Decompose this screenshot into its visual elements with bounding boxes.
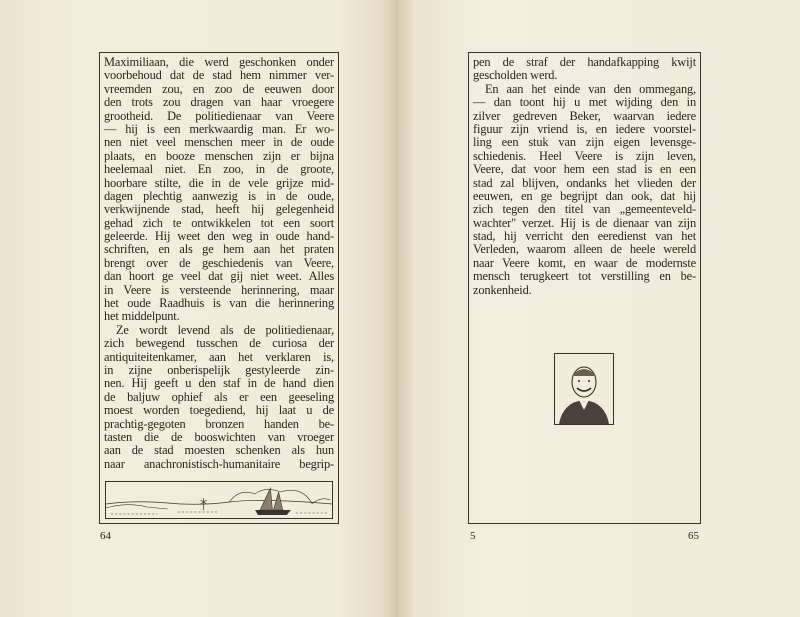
signature-mark: 5 (470, 530, 476, 542)
text-line: nen niet veel menschen meer in de oude (104, 135, 334, 150)
portrait-illustration (554, 353, 614, 425)
text-line: in Veere is versteende herinnering, maar (104, 282, 334, 297)
left-text-frame (99, 52, 339, 524)
text-line: het oude Raadhuis is van die herinnering (104, 296, 334, 311)
right-page (398, 0, 800, 617)
text-line: mensch terugkeert tot verstilling en be- (473, 269, 696, 284)
left-page (0, 0, 398, 617)
page-number-left: 64 (100, 530, 111, 542)
text-line: En aan het einde van den ommegang, (485, 81, 696, 96)
text-line: zonkenheid. (473, 282, 532, 297)
right-text-frame (468, 52, 701, 524)
text-line: eeuwen, en ge begrijpt dan ook, dat hij (473, 188, 696, 203)
text-line: nen. Hij geeft u den staf in de hand dien (104, 376, 334, 391)
text-line: gescholden werd. (473, 68, 558, 83)
text-line: dan hoort ge veel dat gij niet weet. Alles (104, 269, 334, 284)
text-line: hoorbare stilte, die in de vele grijze mid- (104, 175, 334, 190)
text-line: den trots zou dragen van haar vroegere (104, 95, 334, 110)
text-line: ling een stuk van zijn eigen levensge- (473, 135, 696, 150)
text-line: Veere, dat voor hem een stad is en een (473, 162, 696, 177)
text-line: aan de stad moesten schenken als hun (104, 443, 334, 458)
text-line: vreemden zou, en zoo de eeuwen door (104, 81, 334, 96)
text-line: de baljuw ophief als er een geeseling (104, 389, 334, 404)
text-line: geleerde. Hij weet den weg in oude hand- (104, 229, 334, 244)
text-line: gehad zich te ontwikkelen tot een soort (104, 215, 334, 230)
text-line: naar anachronistisch-humanitaire begrip- (104, 456, 334, 471)
text-line: Ze wordt levend als de politiedienaar, (116, 322, 334, 337)
right-text-body (473, 56, 696, 297)
text-line: schriften, en als ge hem aan het praten (104, 242, 334, 257)
text-line: heelemaal niet. En zoo, in de groote, (104, 162, 334, 177)
text-line: zich bewegend tusschen de curiosa der (104, 336, 334, 351)
text-line: grootheid. De politiedienaar van Veere (104, 108, 334, 123)
text-line: wachter" verzet. Hij is de dienaar van zijn (473, 215, 696, 230)
harbor-landscape-illustration (105, 481, 333, 519)
text-line: plaats, en booze menschen zijn er bijna (104, 148, 334, 163)
text-line: zich tegen den titel van „gemeenteveld- (473, 202, 696, 217)
text-line: voorbehoud dat de stad hem nimmer ver- (104, 68, 334, 83)
text-line: brengt over de geschiedenis van Veere, (104, 255, 334, 270)
text-line: pen de straf der handafkapping kwijt (473, 55, 696, 69)
text-line: zilver gedreven Beker, waarvan iedere (473, 108, 696, 123)
text-line: stad, hij verricht den eeredienst van het (473, 229, 696, 244)
text-line: Maximiliaan, die werd geschonken onder (104, 55, 334, 69)
text-line: tasten die de booswichten van vroeger (104, 429, 334, 444)
text-line: antiquiteitenkamer, aan het verklaren is, (104, 349, 334, 364)
text-line: schiedenis. Heel Veere is zijn leven, (473, 148, 696, 163)
text-line: — hij is een merkwaardig man. Er wo- (104, 121, 334, 136)
text-line: Verleden, waarom alleen de heele wereld (473, 242, 696, 257)
text-line: verkwijnende stad, heeft hij gelegenheid (104, 202, 334, 217)
text-line: moest worden toegediend, hij laat u de (104, 403, 334, 418)
text-line: figuur zijn vriend is, en iedere voorstel- (473, 121, 696, 136)
text-line: — dan toont hij u met wijding den in (473, 95, 696, 110)
text-line: stad zal blijven, ondanks het vlieden der (473, 175, 696, 190)
text-line: prachtig-gegoten bronzen handen be- (104, 416, 334, 431)
text-line: het middelpunt. (104, 309, 180, 324)
page-number-right: 65 (688, 530, 699, 542)
text-line: naar Veere komt, en waar de modernste (473, 255, 696, 270)
text-line: dagen plechtig aanwezig is in de oude, (104, 188, 334, 203)
left-text-body (104, 56, 334, 471)
text-line: in zijne onberispelijk gestyleerde zin- (104, 362, 334, 377)
